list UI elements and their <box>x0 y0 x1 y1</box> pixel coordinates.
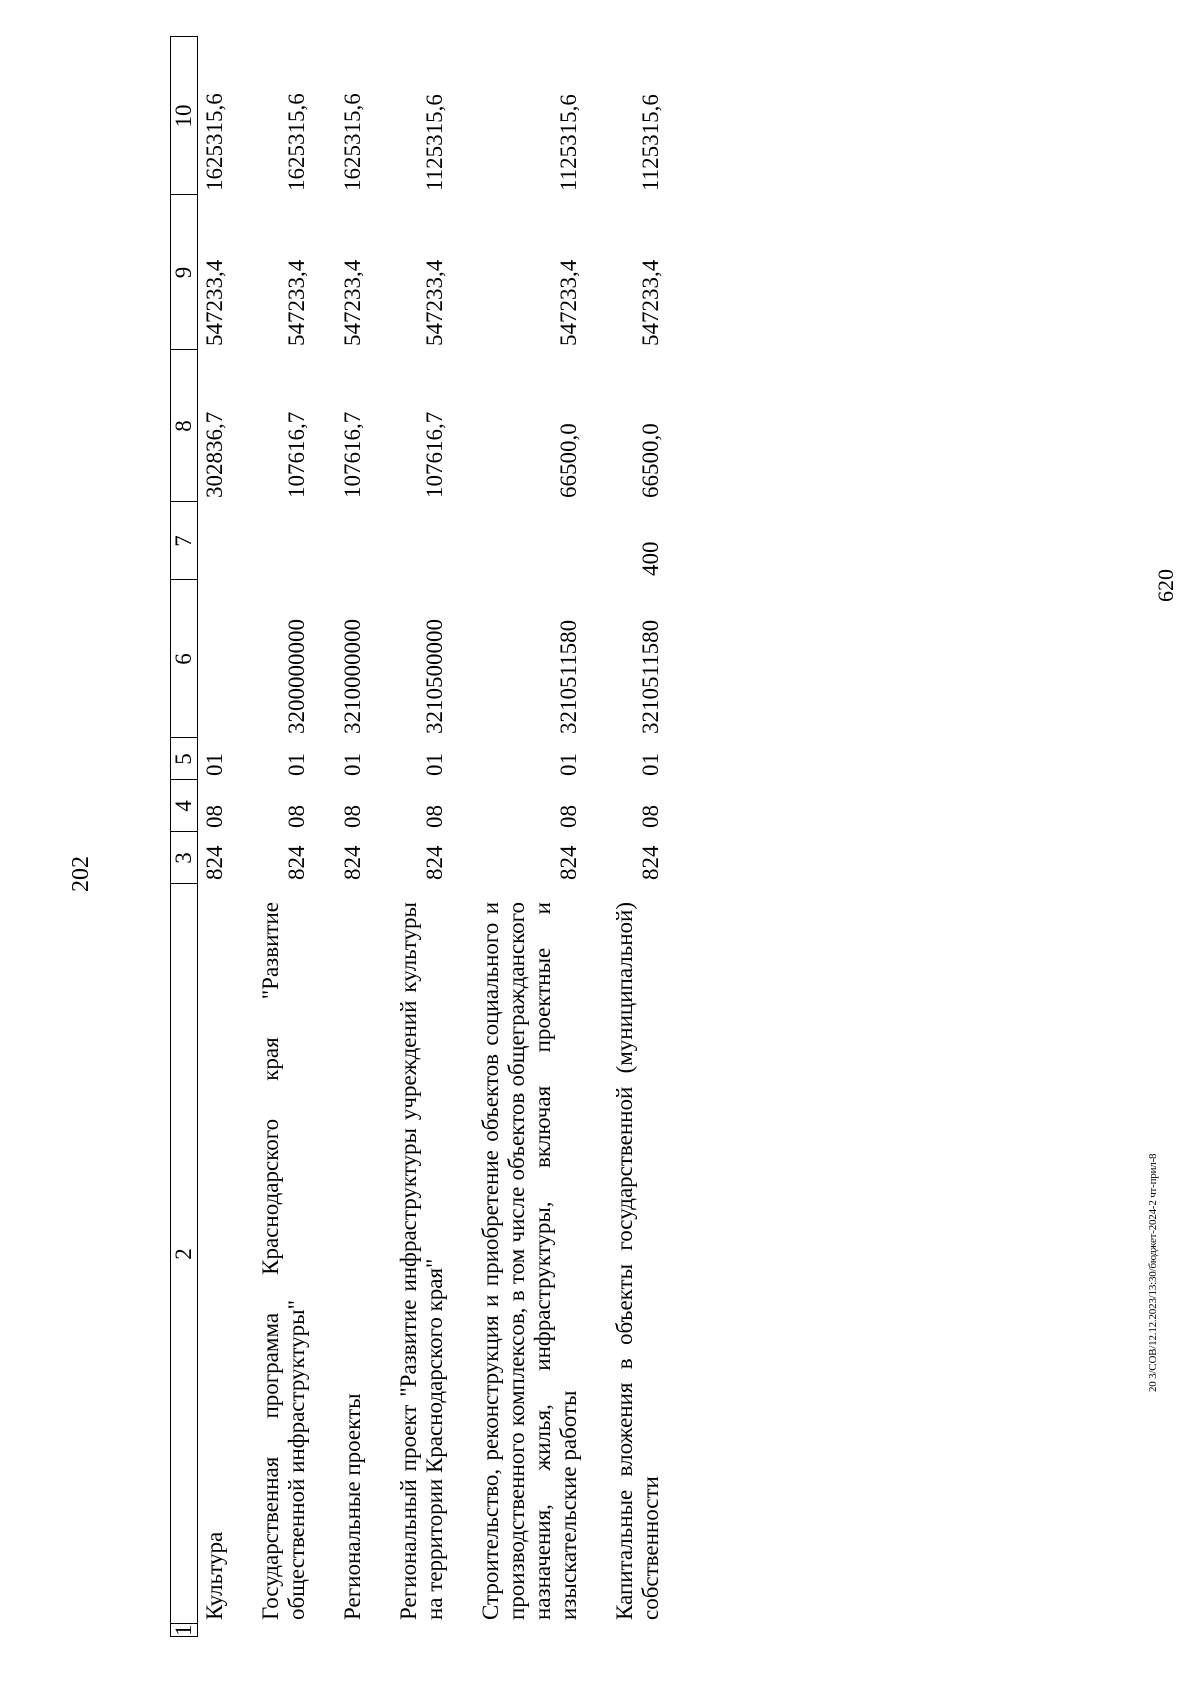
row-c10: 1625315,6 <box>284 93 309 191</box>
row-c3: 824 <box>284 845 309 880</box>
header-col-5: 5 <box>171 738 198 780</box>
table-row <box>448 37 582 1637</box>
row-c3: 824 <box>422 845 447 880</box>
row-name: Региональный проект "Развитие инфраструктуры учреждений культуры на территории Краснодарского края" <box>396 902 447 1620</box>
row-c9: 547233,4 <box>202 259 227 346</box>
row-c8: 66500,0 <box>638 423 663 498</box>
row-c8: 107616,7 <box>284 411 309 498</box>
header-col-3: 3 <box>171 832 198 884</box>
row-c10: 1625315,6 <box>340 93 365 191</box>
header-col-10: 10 <box>171 37 198 195</box>
row-c10: 1125315,6 <box>638 94 663 191</box>
table-row <box>198 37 229 1637</box>
row-c7 <box>228 502 310 580</box>
row-name: Капитальные вложения в объекты государственной (муниципальной) собственности <box>612 902 663 1620</box>
row-c6: 3210500000 <box>422 619 447 734</box>
row-c7 <box>198 502 229 580</box>
row-c3: 824 <box>638 845 663 880</box>
row-c6 <box>198 580 229 738</box>
table-row <box>310 37 366 1637</box>
row-c4: 08 <box>284 805 309 828</box>
row-c3: 824 <box>202 845 227 880</box>
row-c4: 08 <box>202 805 227 828</box>
row-name: Региональные проекты <box>340 1393 365 1620</box>
row-c5: 01 <box>202 753 227 776</box>
header-col-8: 8 <box>171 350 198 502</box>
row-c4: 08 <box>638 805 663 828</box>
row-c9: 547233,4 <box>556 259 581 346</box>
header-col-9: 9 <box>171 195 198 350</box>
row-c9: 547233,4 <box>340 259 365 346</box>
sheet-number: 620 <box>1153 569 1178 602</box>
table-row <box>366 37 448 1637</box>
row-c5: 01 <box>422 753 447 776</box>
table-row <box>582 37 664 1637</box>
row-c7 <box>448 502 582 580</box>
header-row <box>171 37 198 1637</box>
row-c8: 107616,7 <box>340 411 365 498</box>
row-c4: 08 <box>422 805 447 828</box>
row-c7: 400 <box>638 541 663 576</box>
header-col-7: 7 <box>171 502 198 580</box>
row-c7 <box>310 502 366 580</box>
row-c3: 824 <box>556 845 581 880</box>
document-reference: 20 3/СОВ/12.12.2023/13:30/бюджет-2024-2 чт-прил-8 <box>1147 1153 1159 1392</box>
row-c5: 01 <box>638 753 663 776</box>
row-c10: 1125315,6 <box>556 94 581 191</box>
row-c5: 01 <box>284 753 309 776</box>
row-c9: 547233,4 <box>422 259 447 346</box>
row-c10: 1125315,6 <box>422 94 447 191</box>
table-row <box>228 37 310 1637</box>
row-c5: 01 <box>556 753 581 776</box>
header-col-2: 2 <box>171 884 198 1624</box>
header-col-6: 6 <box>171 580 198 738</box>
header-col-4: 4 <box>171 780 198 832</box>
budget-table <box>170 37 664 1638</box>
row-c3: 824 <box>340 845 365 880</box>
row-c6: 3210000000 <box>340 619 365 734</box>
row-name: Строительство, реконструкция и приобретение объектов социального и производственного комплексов, в том числе объектов общегражданского назначения, жилья, инфраструктуры, включая проектные и изыскательские работы <box>478 902 581 1620</box>
row-c8: 107616,7 <box>422 411 447 498</box>
row-c6: 3200000000 <box>284 619 309 734</box>
row-c6: 3210511580 <box>556 619 581 734</box>
row-name: Государственная программа Краснодарского края "Развитие общественной инфраструктуры" <box>258 902 309 1620</box>
row-c10: 1625315,6 <box>202 93 227 191</box>
row-c5: 01 <box>340 753 365 776</box>
row-c6: 3210511580 <box>638 619 663 734</box>
row-name: Культура <box>202 1531 227 1620</box>
row-c4: 08 <box>556 805 581 828</box>
row-c9: 547233,4 <box>638 259 663 346</box>
row-c7 <box>366 502 448 580</box>
row-c8: 66500,0 <box>556 423 581 498</box>
page-number: 202 <box>68 856 94 892</box>
header-col-1: 1 <box>171 1624 196 1636</box>
row-c4: 08 <box>340 805 365 828</box>
row-c9: 547233,4 <box>284 259 309 346</box>
row-c8: 302836,7 <box>202 411 227 498</box>
